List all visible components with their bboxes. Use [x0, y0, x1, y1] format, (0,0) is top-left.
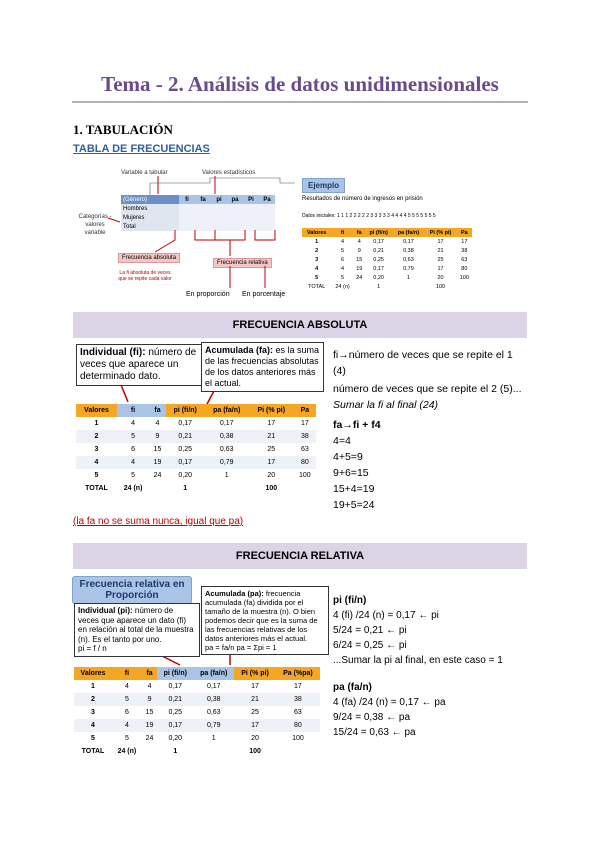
- table-cell: 21: [437, 247, 444, 254]
- frec-relativa-tag: Frecuencia relativa: [213, 258, 272, 268]
- total-cell: [457, 282, 472, 291]
- table-cell: 1: [315, 238, 319, 245]
- table-row: [74, 680, 320, 693]
- table-cell: 0,79: [193, 719, 234, 732]
- table-cell: 80: [461, 265, 468, 272]
- table-cell: 0,21: [166, 430, 205, 443]
- header-cell: pi (fi/n): [365, 228, 393, 237]
- table-row: [302, 237, 472, 246]
- table-row: [302, 264, 472, 273]
- table-cell: 0,79: [205, 456, 249, 469]
- total-cell: TOTAL: [74, 745, 112, 758]
- table-cell: 19: [142, 719, 158, 732]
- table-cell: 21: [249, 430, 294, 443]
- table-cell: 5: [112, 693, 142, 706]
- header-cell: pi (fi/n): [157, 667, 193, 680]
- table-cell: 9: [149, 430, 166, 443]
- box-pa-text: frecuencia acumulada (fa) dividida por el tamaño de la muestra (n). O bien podemos decir que es la suma de las frecuencias relativas de los datos anteriores más el actual.: [205, 589, 318, 643]
- table-row: [74, 719, 320, 732]
- table-cell: 0,20: [373, 274, 384, 281]
- table-cell: 25: [234, 706, 276, 719]
- table-cell: 0,25: [157, 706, 193, 719]
- table-cell: 6: [341, 256, 345, 263]
- table-cell: 15: [142, 706, 158, 719]
- table-header-row: [76, 404, 316, 417]
- header-cell: Pi (% pi): [234, 667, 276, 680]
- diagram-note: La fi absoluta de veces que se repite cada valor: [118, 270, 172, 282]
- header-cell: fi: [112, 667, 142, 680]
- table-cell: 100: [276, 732, 320, 745]
- header-cell: fa: [142, 667, 158, 680]
- table-cell: 9: [357, 247, 361, 254]
- table-row: [74, 732, 320, 745]
- total-cell: [392, 282, 424, 291]
- table-cell: 24: [142, 732, 158, 745]
- table-cell: 4: [117, 417, 149, 430]
- total-cell: 24 (n): [117, 482, 149, 495]
- table-cell: 24: [356, 274, 363, 281]
- freq-table-absoluta: [76, 404, 316, 495]
- table-cell: 5: [117, 430, 149, 443]
- table-cell: 0,17: [193, 680, 234, 693]
- table-cell: 5: [315, 274, 319, 281]
- header-cell: Pi (% pi): [424, 228, 456, 237]
- side-line: 9/24 = 0,38 ← pa: [333, 712, 411, 723]
- table-cell: 3: [76, 443, 117, 456]
- row-total: Total: [121, 222, 179, 231]
- box-fa-text: es la suma de las frecuencias absolutas de los datos anteriores más el actual.: [205, 345, 320, 388]
- en-proporcion-label: En proporción: [186, 291, 230, 298]
- ejemplo-datos: Datos iniciales: 1 1 1 2 2 2 2 2 3 3 3 3 3 4 4 4 4 5 5 5 5 5 5 5: [302, 213, 436, 219]
- table-cell: 20: [234, 732, 276, 745]
- table-cell: 17: [276, 680, 320, 693]
- ejemplo-badge: Ejemplo: [302, 178, 345, 193]
- table-row: [302, 246, 472, 255]
- row-hombres: Hombres: [121, 204, 179, 213]
- mini-table: [302, 228, 472, 291]
- total-cell: [294, 482, 316, 495]
- total-cell: [205, 482, 249, 495]
- ejemplo-desc: Resultados de número de ingresos en prisión: [302, 196, 423, 202]
- table-cell: 5: [341, 247, 345, 254]
- total-cell: TOTAL: [76, 482, 117, 495]
- en-porcentaje-label: En porcentaje: [242, 291, 286, 298]
- total-cell: 100: [249, 482, 294, 495]
- table-cell: 2: [315, 247, 319, 254]
- table-cell: 20: [249, 469, 294, 482]
- table-cell: 20: [437, 274, 444, 281]
- fa-note: (la fa no se suma nunca, igual que pa): [73, 516, 244, 527]
- pa-cell: pa: [227, 195, 243, 204]
- total-cell: 24 (n): [112, 745, 142, 758]
- side-line: 15+4=19: [333, 483, 375, 495]
- table-cell: 80: [294, 456, 316, 469]
- header-cell: Pa: [294, 404, 316, 417]
- box-pi-text: número de veces que aparece un dato (fi) en relación al total de la muestra (n). Es el tanto por uno.: [78, 606, 194, 644]
- table-cell: 17: [461, 238, 468, 245]
- side-line: 4=4: [333, 435, 351, 447]
- table-total-row: [74, 745, 320, 758]
- section-heading-tabulacion: 1. TABULACIÓN: [73, 122, 173, 137]
- table-cell: 9: [142, 693, 158, 706]
- table-row: [76, 469, 316, 482]
- table-cell: 17: [234, 719, 276, 732]
- header-cell: Valores: [76, 404, 117, 417]
- total-cell: 1: [166, 482, 205, 495]
- table-cell: 0,17: [205, 417, 249, 430]
- table-cell: 5: [112, 732, 142, 745]
- header-cell: fi: [117, 404, 149, 417]
- table-cell: 0,17: [373, 238, 384, 245]
- table-cell: 0,25: [373, 256, 384, 263]
- table-cell: 4: [142, 680, 158, 693]
- table-cell: 17: [249, 456, 294, 469]
- side-line: 19+5=24: [333, 499, 375, 511]
- table-cell: 24: [149, 469, 166, 482]
- side-line: 15/24 = 0,63 ← pa: [333, 727, 416, 738]
- side-line: 4 (fi) /24 (n) = 0,17 ← pi: [333, 610, 439, 621]
- table-cell: 21: [234, 693, 276, 706]
- total-cell: 24 (n): [331, 282, 353, 291]
- frec-absoluta-tag: Frecuencia absoluta: [118, 253, 180, 263]
- total-cell: 100: [424, 282, 456, 291]
- total-cell: [193, 745, 234, 758]
- table-cell: 0,17: [157, 719, 193, 732]
- table-row: [76, 443, 316, 456]
- table-row: [76, 417, 316, 430]
- box-fi-text: número de veces que aparece un determinado dato.: [80, 347, 197, 382]
- box-pa-title: Acumulada (pa):: [205, 589, 264, 598]
- total-cell: [276, 745, 320, 758]
- table-cell: 0,25: [166, 443, 205, 456]
- table-row: [74, 706, 320, 719]
- table-cell: 0,79: [403, 265, 414, 272]
- Pa-cell: Pa: [259, 195, 275, 204]
- box-acumulada-pa: [201, 586, 329, 655]
- band-frecuencia-absoluta: FRECUENCIA ABSOLUTA: [73, 312, 527, 338]
- table-cell: 0,17: [166, 456, 205, 469]
- table-cell: 4: [76, 456, 117, 469]
- table-cell: 17: [249, 417, 294, 430]
- table-cell: 2: [76, 430, 117, 443]
- table-cell: 0,63: [193, 706, 234, 719]
- table-cell: 5: [74, 732, 112, 745]
- table-cell: 0,21: [373, 247, 384, 254]
- table-cell: 5: [341, 274, 345, 281]
- side-line: 4 (fa) /24 (n) = 0,17 ← pa: [333, 697, 446, 708]
- side-pa-title: pa (fa/n): [333, 682, 372, 693]
- table-cell: 4: [149, 417, 166, 430]
- table-cell: 19: [149, 456, 166, 469]
- variable-label: Variable a tabular: [121, 170, 168, 176]
- table-cell: 17: [437, 238, 444, 245]
- table-row: [74, 693, 320, 706]
- table-cell: 17: [294, 417, 316, 430]
- table-cell: 4: [315, 265, 319, 272]
- header-cell: fa: [354, 228, 365, 237]
- table-cell: 80: [276, 719, 320, 732]
- genero-cell: (Género): [121, 195, 179, 204]
- table-cell: 0,17: [403, 238, 414, 245]
- valores-label: Valores estadísticos: [202, 170, 256, 176]
- page-title: Tema - 2. Análisis de datos unidimensionales: [101, 72, 499, 96]
- table-cell: 63: [294, 443, 316, 456]
- table-cell: 0,38: [403, 247, 414, 254]
- side-line: fi→número de veces que se repite el 1 (4): [333, 349, 513, 377]
- box-acumulada-fa: [201, 342, 324, 392]
- side-line: ...Sumar la pi al final, en este caso = 1: [333, 655, 503, 666]
- table-cell: 100: [459, 274, 469, 281]
- side-notes-relativa: [333, 593, 533, 740]
- table-cell: 0,38: [193, 693, 234, 706]
- table-cell: 1: [76, 417, 117, 430]
- side-line: número de veces que se repite el 2 (5)...: [333, 383, 522, 395]
- table-cell: 38: [294, 430, 316, 443]
- table-cell: 38: [461, 247, 468, 254]
- tabla-frecuencias-link[interactable]: TABLA DE FRECUENCIAS: [73, 143, 210, 155]
- side-line: 4+5=9: [333, 451, 363, 463]
- table-header-row: [74, 667, 320, 680]
- categorias-label: Categorías - valores variable: [78, 214, 112, 236]
- total-cell: 1: [365, 282, 393, 291]
- frec-relativa-badge: Frecuencia relativa en Proporción: [72, 576, 192, 604]
- table-cell: 4: [117, 456, 149, 469]
- table-cell: 0,63: [205, 443, 249, 456]
- table-cell: 1: [193, 732, 234, 745]
- table-cell: 4: [341, 238, 345, 245]
- table-cell: 63: [461, 256, 468, 263]
- table-cell: 15: [356, 256, 363, 263]
- header-cell: fi: [331, 228, 353, 237]
- header-cell: pi (fi/n): [166, 404, 205, 417]
- table-cell: 19: [356, 265, 363, 272]
- table-cell: 1: [74, 680, 112, 693]
- table-cell: 0,21: [157, 693, 193, 706]
- table-cell: 0,63: [403, 256, 414, 263]
- box-fa-title: Acumulada (fa):: [205, 345, 274, 355]
- table-cell: 4: [74, 719, 112, 732]
- box-individual-pi: [74, 603, 200, 657]
- header-cell: pa (fa/n): [205, 404, 249, 417]
- table-cell: 0,17: [373, 265, 384, 272]
- table-cell: 0,17: [157, 680, 193, 693]
- table-total-row: [76, 482, 316, 495]
- band-frecuencia-relativa: FRECUENCIA RELATIVA: [73, 543, 527, 569]
- header-cell: Pi (% pi): [249, 404, 294, 417]
- table-total-row: [302, 282, 472, 291]
- fa-cell: fa: [195, 195, 211, 204]
- total-cell: 1: [157, 745, 193, 758]
- table-row: [76, 430, 316, 443]
- table-cell: 0,38: [205, 430, 249, 443]
- side-line: Sumar la fi al final (24): [333, 399, 439, 411]
- pi-cell: pi: [211, 195, 227, 204]
- side-line: fa→fi + f4: [333, 419, 381, 431]
- table-cell: 17: [234, 680, 276, 693]
- table-cell: 1: [205, 469, 249, 482]
- header-cell: pa (fa/n): [392, 228, 424, 237]
- table-cell: 4: [357, 238, 361, 245]
- table-cell: 25: [249, 443, 294, 456]
- table-cell: 6: [112, 706, 142, 719]
- total-cell: [354, 282, 365, 291]
- table-row: [302, 255, 472, 264]
- side-line: 5/24 = 0,21 ← pi: [333, 625, 407, 636]
- side-line: 6/24 = 0,25 ← pi: [333, 640, 407, 651]
- header-cell: pa (fa/n): [193, 667, 234, 680]
- total-cell: TOTAL: [302, 282, 331, 291]
- table-cell: 5: [76, 469, 117, 482]
- table-cell: 0,17: [166, 417, 205, 430]
- table-cell: 63: [276, 706, 320, 719]
- table-cell: 3: [74, 706, 112, 719]
- header-cell: Valores: [74, 667, 112, 680]
- header-cell: Pa: [457, 228, 472, 237]
- box-pi-title: Individual (pi):: [78, 606, 133, 615]
- table-cell: 17: [437, 265, 444, 272]
- table-cell: 25: [437, 256, 444, 263]
- box-fi-title: Individual (fi):: [80, 347, 146, 358]
- table-cell: 6: [117, 443, 149, 456]
- table-cell: 15: [149, 443, 166, 456]
- row-mujeres: Mujeres: [121, 213, 179, 222]
- table-header-row: [302, 228, 472, 237]
- Pi-cell: Pi: [243, 195, 259, 204]
- total-cell: [149, 482, 166, 495]
- header-cell: Valores: [302, 228, 331, 237]
- table-cell: 3: [315, 256, 319, 263]
- table-cell: 4: [112, 719, 142, 732]
- box-pa-formula: pa = fa/n pa = Σpi = 1: [205, 643, 277, 652]
- table-row: [302, 273, 472, 282]
- table-cell: 38: [276, 693, 320, 706]
- total-cell: 100: [234, 745, 276, 758]
- box-individual-fi: [76, 344, 202, 386]
- header-cell: Pa (%pa): [276, 667, 320, 680]
- side-pi-title: pi (fi/n): [333, 595, 367, 606]
- side-notes-absoluta: [333, 347, 528, 513]
- table-cell: 4: [341, 265, 345, 272]
- box-pi-formula: pi = f / n: [78, 644, 107, 653]
- table-cell: 100: [294, 469, 316, 482]
- table-cell: 5: [117, 469, 149, 482]
- fi-cell: fi: [179, 195, 195, 204]
- table-cell: 0,20: [166, 469, 205, 482]
- table-row: [76, 456, 316, 469]
- table-cell: 1: [406, 274, 410, 281]
- total-cell: [142, 745, 158, 758]
- freq-table-relativa: [74, 667, 320, 758]
- table-cell: 4: [112, 680, 142, 693]
- header-cell: fa: [149, 404, 166, 417]
- table-cell: 0,20: [157, 732, 193, 745]
- side-line: 9+6=15: [333, 467, 369, 479]
- table-cell: 2: [74, 693, 112, 706]
